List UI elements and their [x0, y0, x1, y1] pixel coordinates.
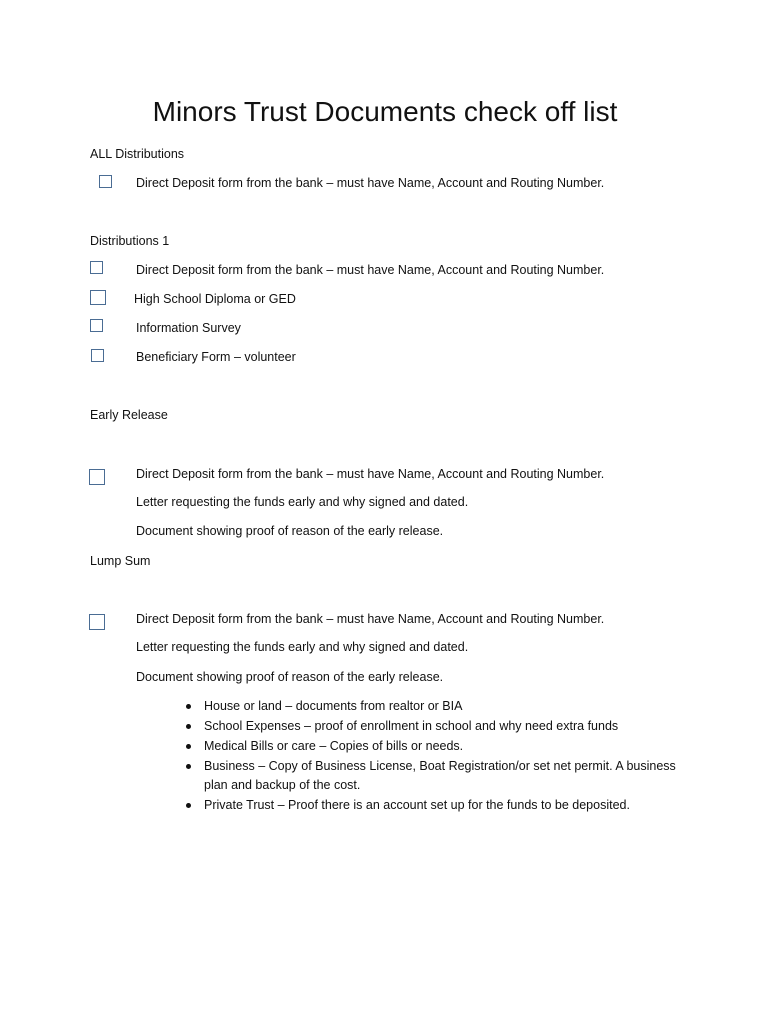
checkbox-dist1-direct-deposit[interactable] [90, 261, 103, 274]
checkbox-early-release[interactable] [89, 469, 105, 485]
section-heading-early-release: Early Release [90, 408, 168, 422]
list-item [186, 717, 686, 736]
item-all-direct-deposit: Direct Deposit form from the bank – must have Name, Account and Routing Number. [136, 176, 605, 190]
checkbox-lump-sum[interactable] [89, 614, 105, 630]
item-dist1-beneficiary: Beneficiary Form – volunteer [136, 350, 296, 364]
checkbox-dist1-diploma[interactable] [90, 290, 106, 305]
list-item [186, 757, 686, 795]
section-heading-distributions-1: Distributions 1 [90, 234, 170, 248]
bullet-dot-icon [186, 764, 191, 769]
bullet-dot-icon [186, 704, 191, 709]
list-item [186, 796, 686, 815]
item-early-proof: Document showing proof of reason of the early release. [136, 524, 444, 538]
item-lump-direct-deposit: Direct Deposit form from the bank – must have Name, Account and Routing Number. [136, 612, 605, 626]
bullet-dot-icon [186, 803, 191, 808]
checkbox-dist1-beneficiary[interactable] [91, 349, 104, 362]
list-item [186, 697, 686, 716]
item-early-letter: Letter requesting the funds early and why signed and dated. [136, 495, 469, 509]
page-title: Minors Trust Documents check off list [152, 96, 618, 127]
checkbox-dist1-survey[interactable] [90, 319, 103, 332]
item-dist1-survey: Information Survey [136, 321, 241, 335]
list-item-text: Private Trust – Proof there is an account set up for the funds to be deposited. [204, 798, 630, 812]
list-item-text: Medical Bills or care – Copies of bills or needs. [204, 739, 464, 753]
list-item-text: House or land – documents from realtor or BIA [204, 699, 463, 713]
section-heading-lump-sum: Lump Sum [90, 554, 151, 568]
item-dist1-direct-deposit: Direct Deposit form from the bank – must have Name, Account and Routing Number. [136, 263, 605, 277]
bullet-dot-icon [186, 744, 191, 749]
lump-sum-proof-list [186, 697, 686, 816]
section-heading-all-distributions: ALL Distributions [90, 147, 185, 161]
item-lump-proof: Document showing proof of reason of the early release. [136, 670, 444, 684]
item-early-direct-deposit: Direct Deposit form from the bank – must have Name, Account and Routing Number. [136, 467, 605, 481]
bullet-dot-icon [186, 724, 191, 729]
item-dist1-diploma: High School Diploma or GED [134, 292, 296, 306]
list-item-text: Business – Copy of Business License, Boat Registration/or set net permit. A business plan and backup of the cost. [204, 759, 676, 792]
list-item-text: School Expenses – proof of enrollment in school and why need extra funds [204, 719, 619, 733]
list-item [186, 737, 686, 756]
checkbox-all-direct-deposit[interactable] [99, 175, 112, 188]
item-lump-letter: Letter requesting the funds early and why signed and dated. [136, 640, 469, 654]
